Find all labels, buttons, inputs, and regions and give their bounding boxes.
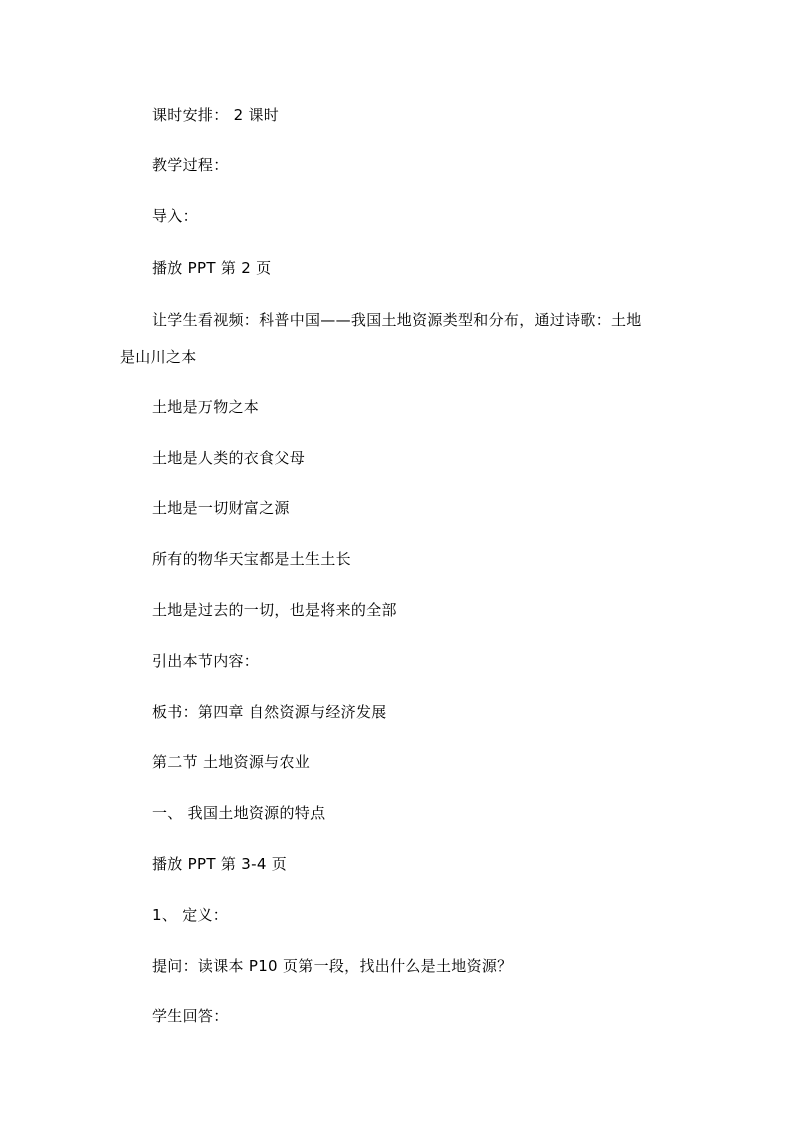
section-title-line: 第二节 土地资源与农业 [152, 753, 311, 771]
poem-line-1: 土地是万物之本 [152, 398, 260, 416]
lesson-schedule-line: 课时安排： 2 课时 [152, 106, 280, 124]
definition-heading: 1、 定义： [152, 906, 229, 924]
play-ppt-page2-line: 播放 PPT 第 2 页 [152, 259, 272, 277]
poem-line-5: 土地是过去的一切，也是将来的全部 [152, 601, 397, 619]
video-instruction-continuation: 是山川之本 [120, 348, 197, 366]
play-ppt-pages3-4-line: 播放 PPT 第 3-4 页 [152, 855, 288, 873]
blackboard-chapter-line: 板书：第四章 自然资源与经济发展 [152, 703, 387, 721]
introduction-heading: 导入： [152, 207, 198, 225]
question-line: 提问：读课本 P10 页第一段，找出什么是土地资源？ [152, 957, 513, 975]
teaching-process-heading: 教学过程： [152, 156, 229, 174]
subsection-heading: 一、 我国土地资源的特点 [152, 804, 326, 822]
poem-line-2: 土地是人类的衣食父母 [152, 449, 306, 467]
video-instruction-line: 让学生看视频：科普中国——我国土地资源类型和分布，通过诗歌：土地 [152, 311, 642, 329]
poem-line-4: 所有的物华天宝都是土生土长 [152, 550, 351, 568]
poem-line-3: 土地是一切财富之源 [152, 499, 290, 517]
section-intro-line: 引出本节内容： [152, 652, 260, 670]
student-answer-line: 学生回答： [152, 1007, 229, 1025]
